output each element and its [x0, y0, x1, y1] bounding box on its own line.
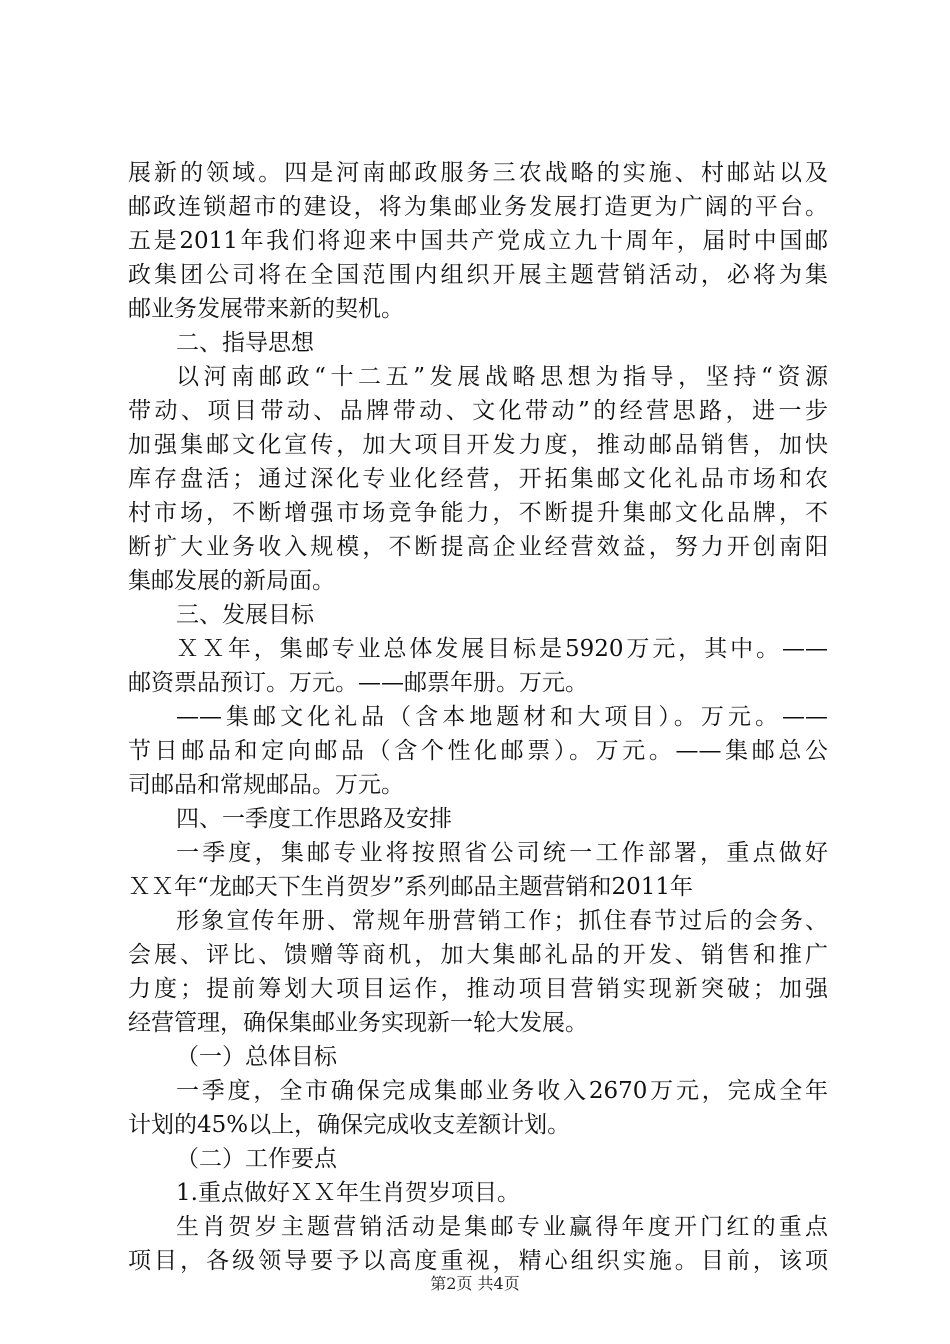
text-line: 断扩大业务收入规模，不断提高企业经营效益，努力开创南阳: [128, 534, 828, 560]
text-line: 项目，各级领导要予以高度重视，精心组织实施。目前，该项: [128, 1248, 828, 1274]
text-line: 库存盘活；通过深化专业化经营，开拓集邮文化礼品市场和农: [128, 466, 828, 492]
text-line: 生肖贺岁主题营销活动是集邮专业赢得年度开门红的重点: [176, 1214, 828, 1240]
text-line: 一季度，全市确保完成集邮业务收入2670万元，完成全年: [176, 1078, 828, 1104]
section-heading: 二、指导思想: [176, 330, 314, 356]
text-line: 节日邮品和定向邮品（含个性化邮票）。万元。——集邮总公: [128, 738, 828, 764]
text-line: 经营管理，确保集邮业务实现新一轮大发展。: [128, 1010, 588, 1036]
subsection-heading: （一）总体目标: [176, 1044, 337, 1070]
text-line: ＸＸ年“龙邮天下生肖贺岁”系列邮品主题营销和2011年: [128, 874, 694, 900]
text-line: 带动、项目带动、品牌带动、文化带动”的经营思路，进一步: [128, 398, 828, 424]
text-line: 计划的45%以上，确保完成收支差额计划。: [128, 1112, 571, 1138]
list-item-heading: 1.重点做好ＸＸ年生肖贺岁项目。: [176, 1180, 520, 1206]
text-line: 邮资票品预订。万元。——邮票年册。万元。: [128, 670, 588, 696]
text-line: 五是2011年我们将迎来中国共产党成立九十周年，届时中国邮: [128, 228, 828, 254]
text-line: 集邮发展的新局面。: [128, 568, 335, 594]
text-line: 政集团公司将在全国范围内组织开展主题营销活动，必将为集: [128, 262, 828, 288]
page-number: 第2页 共4页: [430, 1274, 520, 1293]
text-line: ＸＸ年，集邮专业总体发展目标是5920万元，其中。——: [176, 636, 828, 662]
text-line: 加强集邮文化宣传，加大项目开发力度，推动邮品销售，加快: [128, 432, 828, 458]
text-line: 村市场，不断增强市场竞争能力，不断提升集邮文化品牌，不: [128, 500, 828, 526]
text-line: 一季度，集邮专业将按照省公司统一工作部署，重点做好: [176, 840, 828, 866]
text-line: 邮政连锁超市的建设，将为集邮业务发展打造更为广阔的平台。: [128, 194, 828, 220]
document-body: [128, 156, 828, 1278]
page-footer: [0, 1274, 950, 1294]
text-line: 司邮品和常规邮品。万元。: [128, 772, 404, 798]
text-line: 以河南邮政“十二五”发展战略思想为指导，坚持“资源: [176, 364, 828, 390]
text-line: 会展、评比、馈赠等商机，加大集邮礼品的开发、销售和推广: [128, 942, 828, 968]
text-line: 力度；提前筹划大项目运作，推动项目营销实现新突破；加强: [128, 976, 828, 1002]
subsection-heading: （二）工作要点: [176, 1146, 337, 1172]
section-heading: 三、发展目标: [176, 602, 314, 628]
text-line: 形象宣传年册、常规年册营销工作；抓住春节过后的会务、: [176, 908, 828, 934]
section-heading: 四、一季度工作思路及安排: [176, 806, 452, 832]
text-line: 邮业务发展带来新的契机。: [128, 296, 404, 322]
text-line: 展新的领域。四是河南邮政服务三农战略的实施、村邮站以及: [128, 160, 828, 186]
text-line: ——集邮文化礼品（含本地题材和大项目）。万元。——: [176, 704, 828, 730]
